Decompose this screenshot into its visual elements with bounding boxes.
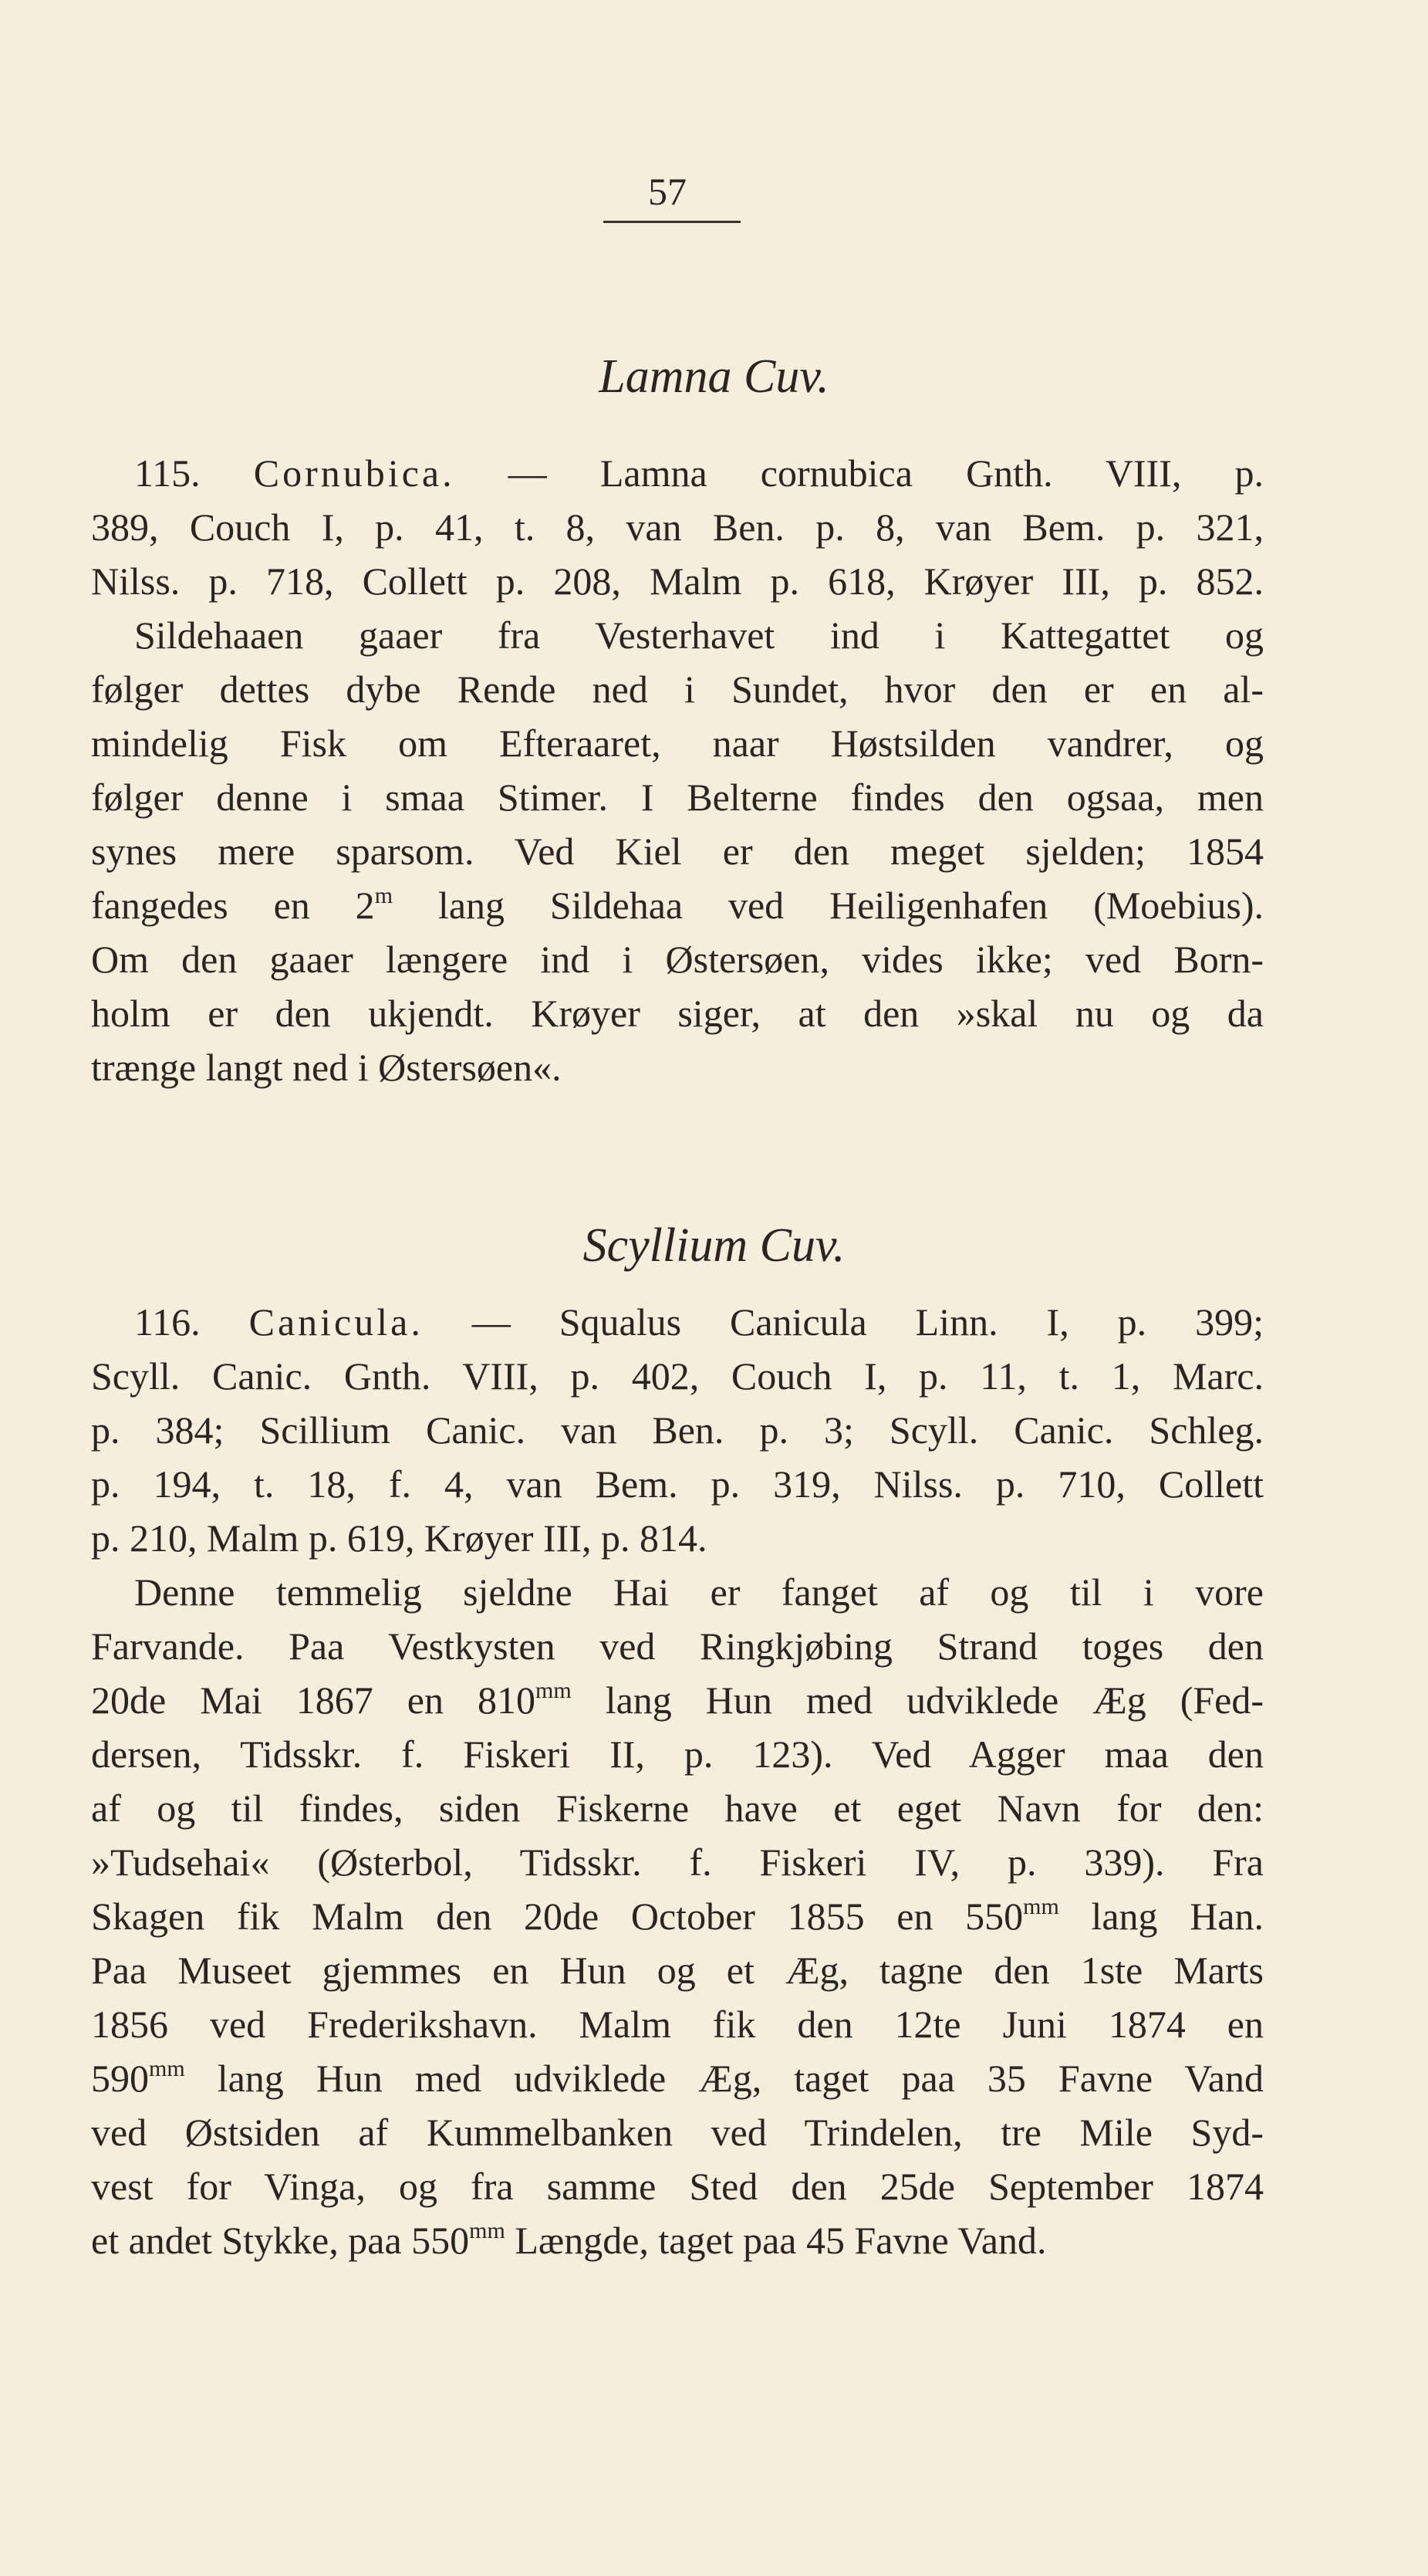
body-text: Længde, taget paa 45 Favne Vand. (505, 2219, 1047, 2262)
section-heading-scyllium: Scyllium Cuv. (582, 1219, 846, 1272)
body-text: lang Sildehaa ved Heiligenhafen (Moebius). (393, 884, 1264, 927)
body-text: et andet Stykke, paa 550 (91, 2219, 470, 2262)
species-name: Cornubica. (253, 451, 455, 495)
body-line: følger denne i smaa Stimer. I Belterne findes den ogsaa, men (91, 776, 1264, 819)
species-number: 116. (134, 1300, 201, 1344)
body-line: Om den gaaer længere ind i Østersøen, vides ikke; ved Born- (91, 938, 1264, 981)
body-text: lang Han. (1058, 1895, 1264, 1938)
body-line: af og til findes, siden Fiskerne have et eget Navn for den: (91, 1787, 1264, 1830)
entry-115 (91, 446, 1264, 1094)
reference-line: Scyll. Canic. Gnth. VIII, p. 402, Couch I, p. 11, t. 1, Marc. (91, 1354, 1264, 1398)
page-number-rule (603, 221, 741, 223)
body-line: ved Østsiden af Kummelbanken ved Trindelen, tre Mile Syd- (91, 2111, 1264, 2154)
entry-116-line-1 (91, 1295, 1264, 1349)
body-line: Paa Museet gjemmes en Hun og et Æg, tagne den 1ste Marts (91, 1949, 1264, 1992)
page-number-wrap (594, 168, 741, 215)
body-line: synes mere sparsom. Ved Kiel er den meget sjelden; 1854 (91, 830, 1264, 873)
page-number: 57 (648, 170, 687, 213)
body-line: følger dettes dybe Rende ned i Sundet, hvor den er en al- (91, 668, 1264, 711)
body-line-with-unit (91, 1673, 1264, 1727)
species-number: 115. (134, 451, 201, 495)
body-text: Skagen fik Malm den 20de October 1855 en 550 (91, 1895, 1024, 1938)
reference-line: p. 194, t. 18, f. 4, van Bem. p. 319, Nilss. p. 710, Collett (91, 1462, 1264, 1506)
unit-superscript: mm (149, 2056, 185, 2081)
body-line: Sildehaaen gaaer fra Vesterhavet ind i Kattegattet og (134, 614, 1264, 657)
body-line-with-unit (91, 878, 1264, 932)
body-line: Farvande. Paa Vestkysten ved Ringkjøbing Strand toges den (91, 1624, 1264, 1668)
reference-line: p. 384; Scillium Canic. van Ben. p. 3; Scyll. Canic. Schleg. (91, 1408, 1264, 1452)
body-text: fangedes en 2 (91, 884, 375, 927)
body-line-with-unit (91, 2213, 1264, 2267)
body-text: 590 (91, 2057, 149, 2100)
entry-116 (91, 1295, 1264, 2267)
body-text: lang Hun med udviklede Æg, taget paa 35 Favne Vand (184, 2057, 1264, 2100)
body-line-with-unit (91, 1889, 1264, 1943)
species-name: Canicula. (248, 1300, 424, 1344)
unit-superscript: m (374, 883, 393, 908)
body-line-with-unit (91, 2051, 1264, 2105)
reference-line: 389, Couch I, p. 41, t. 8, van Ben. p. 8, van Bem. p. 321, (91, 505, 1264, 549)
unit-superscript: mm (469, 2218, 505, 2243)
body-line: dersen, Tidsskr. f. Fiskeri II, p. 123). Ved Agger maa den (91, 1733, 1264, 1776)
body-line: 1856 ved Frederikshavn. Malm fik den 12te Juni 1874 en (91, 2003, 1264, 2046)
body-text: 20de Mai 1867 en 810 (91, 1678, 536, 1722)
reference-line: Nilss. p. 718, Collett p. 208, Malm p. 618, Krøyer III, p. 852. (91, 559, 1264, 603)
entry-115-line-1 (91, 446, 1264, 500)
section-heading-lamna: Lamna Cuv. (599, 350, 829, 403)
body-line: holm er den ukjendt. Krøyer siger, at den »skal nu og da (91, 992, 1264, 1035)
body-line: vest for Vinga, og fra samme Sted den 25de September 1874 (91, 2165, 1264, 2208)
body-line: trænge langt ned i Østersøen«. (91, 1046, 562, 1089)
reference-text: — Lamna cornubica Gnth. VIII, p. (454, 451, 1264, 495)
body-line: »Tudsehai« (Østerbol, Tidsskr. f. Fiskeri IV, p. 339). Fra (91, 1841, 1264, 1884)
body-text: lang Hun med udviklede Æg (Fed- (571, 1678, 1264, 1722)
reference-line: p. 210, Malm p. 619, Krøyer III, p. 814. (91, 1516, 707, 1560)
unit-superscript: mm (1023, 1894, 1059, 1919)
reference-text: — Squalus Canicula Linn. I, p. 399; (423, 1300, 1264, 1344)
unit-superscript: mm (535, 1678, 572, 1703)
body-line: mindelig Fisk om Efteraaret, naar Høstsilden vandrer, og (91, 722, 1264, 765)
body-line: Denne temmelig sjeldne Hai er fanget af og til i vore (134, 1570, 1264, 1614)
